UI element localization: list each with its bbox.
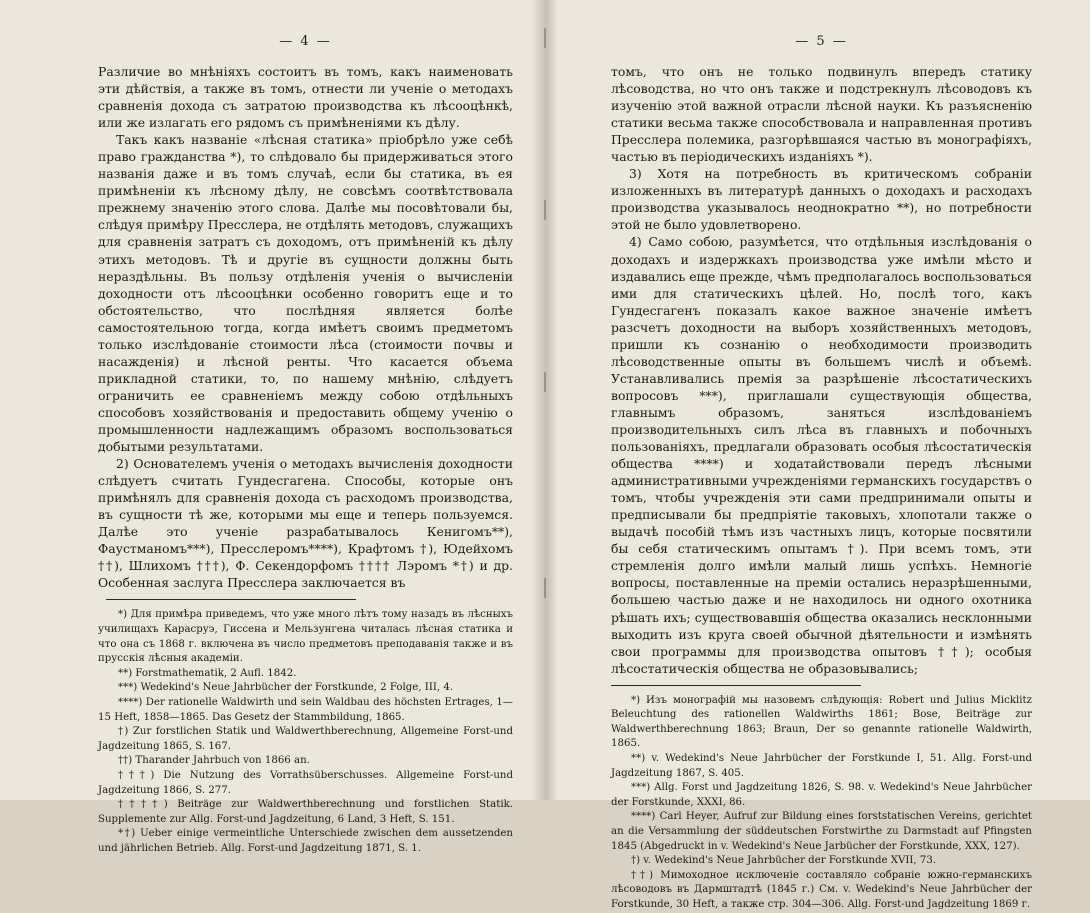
footnote: ***) Allg. Forst und Jagdzeitung 1826, S. 98. v. Wedekind's Neue Jahrbücher der Forstkunde, XXXI, 86. (611, 782, 1032, 808)
page-number: — 4 — (279, 34, 332, 49)
left-page (0, 0, 545, 854)
footnote: †) Zur forstlichen Statik und Waldwerthberechnung, Allgemeine Forst-und Jagdzeitung 1865, S. 167. (98, 726, 513, 752)
footnote: **) Forstmathematik, 2 Aufl. 1842. (118, 667, 297, 679)
footnote: ***) Wedekind's Neue Jahrbücher der Forstkunde, 2 Folge, III, 4. (118, 682, 454, 694)
paragraph: 4) Само собою, разумѣется, что отдѣльныя изслѣдованія о доходахъ и издержкахъ производства уже имѣли мѣсто и издавались еще прежде, чѣмъ предполагалось воспользоваться ими для статическихъ цѣлей. Но, послѣ того, какъ Гундесгагенъ показалъ какое важное значеніе имѣетъ разсчетъ доходности на выборъ хозяйственныхъ методовъ, пришли къ сознанію о необходимости производить лѣсоводственные опыты въ большемъ числѣ и объемѣ. Устанавливались премія за разрѣшеніе лѣсостатическихъ вопросовъ ***), приглашали существующія общества, главнымъ образомъ, заняться изслѣдованіемъ производительныхъ силъ лѣса въ главныхъ и побочныхъ пользованіяхъ, предлагали образовать особыя лѣсостатическія общества ****) и ходатайствовали передъ лѣсными административными учрежденіями германскихъ государствъ о томъ, чтобы учрежденія эти сами предпринимали опыты и предписывали бы предпріятіе таковыхъ, хлопотали также о выдачѣ пособій тѣмъ изъ частныхъ лицъ, которые посвятили бы себя статическимъ опытамъ †). При всемъ томъ, эти стремленія долго имѣли малый лишь успѣхъ. Немногіе вопросы, поставленные на преміи остались неразрѣшенными, большею частью даже и не находилось ни одного охотника рѣшать ихъ; существовавшія общества оказались несклонными выходить изъ круга своей обычной дѣятельности и измѣнять свои программы для производства опытовъ ††); особыя лѣсостатическія общества не образовывались; (611, 234, 1032, 676)
paragraph: Такъ какъ названіе «лѣсная статика» пріобрѣло уже себѣ право гражданства *), то слѣдовало бы придерживаться этого названія даже и въ томъ случаѣ, если бы статика, въ ея примѣненіи къ лѣсному дѣлу, не совсѣмъ соотвѣтствовала прежнему значенію этого слова. Далѣе мы посовѣтовали бы, слѣдуя примѣру Пресслера, не отдѣлять методовъ, служащихъ для сравненія затратъ съ доходомъ, отъ примѣненій къ дѣлу этихъ методовъ. Тѣ и другіе въ сущности должны быть нераздѣльны. Въ пользу отдѣленія ученія о вычисленіи доходности отъ лѣсооцѣнки особенно говоритъ еще и то обстоятельство, что послѣдняя является болѣе самостоятельною тогда, когда имѣетъ своимъ предметомъ только изслѣдованіе стоимости лѣса (стоимости почвы и насажденія) и лѣсной ренты. Что касается объема прикладной статики, то, по нашему мнѣнію, слѣдуетъ ограничить ее сравненіемъ между собою отдѣльныхъ способовъ хозяйствованія и предоставить общему ученію о промышленности надлежащимъ образомъ воспользоваться добытыми результатами. (98, 132, 513, 455)
footnote: *) Изъ монографій мы назовемъ слѣдующія: Robert und Julius Micklitz Beleuchtung des rationellen Waldwirths 1861; Bose, Beiträge zur Waldwerthberechnung 1863; Braun, Der so genannte rationelle Waldwirth, 1865. (611, 694, 1032, 750)
footnote: ****) Carl Heyer, Aufruf zur Bildung eines forststatischen Vereins, gerichtet an die Versammlung der süddeutschen Forstwirthe zu Darmstadt auf Pfingsten 1845 (Abgedruckt in v. Wedekind's Neue Jarbücher der Forstkunde, XXX, 127). (611, 811, 1032, 852)
footnote-rule (106, 599, 356, 600)
paragraph: томъ, что онъ не только подвинулъ впередъ статику лѣсоводства, но что онъ также и подстрекнулъ лѣсоводовъ къ изученію этой важной отрасли лѣсной науки. Къ разъясненію статики весьма также способствовала и направленная противъ Пресслера полемика, разгорѣвшаяся частью въ монографіяхъ, частью въ періодическихъ изданіяхъ *). (611, 64, 1032, 165)
paragraph: Различие во мнѣніяхъ состоитъ въ томъ, какъ наименовать эти дѣйствія, а также въ томъ, отнести ли ученіе о методахъ сравненія дохода съ затратою производства къ лѣсооцѣнкѣ, или же излагать его рядомъ съ примѣненіями къ дѣлу. (98, 64, 513, 131)
footnote: ****) Der rationelle Waldwirth und sein Waldbau des höchsten Ertrages, 1—15 Heft, 1858—1865. Das Gesetz der Stammbildung, 1865. (98, 697, 513, 723)
binding-stitch (544, 200, 546, 220)
footnote: *†) Ueber einige vermeintliche Unterschiede zwischen dem aussetzenden und jährlichen Betrieb. Allg. Forst-und Jagdzeitung 1871, S. 1. (98, 828, 513, 854)
footnote: ††††) Beiträge zur Waldwerthberechnung und forstlichen Statik. Supplemente zur Allg. Forst-und Jagdzeitung, 6 Land, 3 Heft, S. 151. (98, 799, 513, 825)
binding-stitch (544, 28, 546, 48)
right-page (545, 0, 1090, 910)
binding-stitch (544, 372, 546, 392)
paragraph: 2) Основателемъ ученія о методахъ вычисленія доходности слѣдуетъ считать Гундесгагена. Способы, которые онъ примѣнялъ для сравненія дохода съ расходомъ производства, въ сущности тѣ же, которыми мы еще и теперь пользуемся. Далѣе это ученіе разрабатывалось Кенигомъ**), Фаустманомъ***), Пресслеромъ****), Крафтомъ †), Юдейхомъ ††), Шлихомъ †††), Ф. Секендорфомъ †††† Лэромъ *†) и др. Особенная заслуга Пресслера заключается въ (98, 456, 513, 591)
footnote: ††) Мимоходное исключеніе составляло собраніе южно-германскихъ лѣсоводовъ въ Дармштадтѣ (1845 г.) См. v. Wedekind's Neue Jahrbücher der Forstkunde, 30 Heft, а также стр. 304—306. Allg. Forst-und Jagdzeitung 1869 г. (611, 869, 1032, 910)
book-gutter (532, 0, 558, 800)
main-text (611, 63, 1032, 677)
footnote-rule (611, 685, 861, 686)
paragraph: 3) Хотя на потребность въ критическомъ собраніи изложенныхъ въ литературѣ данныхъ о доходахъ и расходахъ производства указывалось неоднократно **), но потребности этой не было удовлетворено. (611, 166, 1032, 233)
footnotes (611, 694, 1032, 913)
footnote: *) Для примѣра приведемъ, что уже много лѣтъ тому назадъ въ лѣсныхъ училищахъ Карасруэ, Гиссена и Мельзунгена читалась лѣсная статика и что она съ 1868 г. включена въ число предметовъ преподаванія также и въ прусскія лѣсныя академіи. (98, 609, 513, 665)
footnote: **) v. Wedekind's Neue Jahrbücher der Forstkunde I, 51. Allg. Forst-und Jagdzeitung 1867, S. 405. (611, 753, 1032, 779)
binding-stitch (544, 578, 546, 598)
footnotes (98, 608, 513, 856)
main-text (98, 63, 513, 591)
footnote: †) v. Wedekind's Neue Jahrbücher der Forstkunde XVII, 73. (631, 855, 937, 867)
footnote: ††) Tharander Jahrbuch von 1866 an. (118, 755, 310, 767)
footnote: †††) Die Nutzung des Vorrathsüberschusses. Allgemeine Forst-und Jagdzeitung 1866, S. 277. (98, 769, 513, 796)
page-number: — 5 — (795, 34, 848, 49)
